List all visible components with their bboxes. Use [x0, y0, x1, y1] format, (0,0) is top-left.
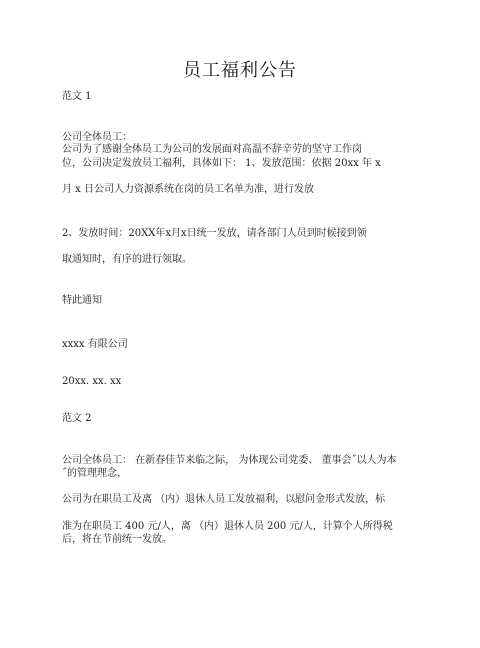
- body-line: 后，将在节前统一发放。: [62, 534, 172, 545]
- body-line: 公司为在职员工及离 （内）退休人员工发放福利，以慰问金形式发放，标: [62, 494, 386, 505]
- body-line: 公司全体员工： 在新春佳节来临之际， 为体现公司党委、 董事会˝以人为本: [62, 455, 397, 466]
- company-name: xxxx 有限公司: [62, 339, 128, 350]
- notice-line: 特此通知: [62, 295, 102, 306]
- date-line: 20xx. xx. xx: [62, 376, 122, 387]
- greeting-line: 公司全体员工：: [62, 132, 132, 143]
- sample-1-heading: 范文 1: [62, 91, 92, 102]
- body-line: 公司为了感谢全体员工为公司的发展面对高温不辞辛劳的坚守工作岗: [62, 144, 362, 155]
- body-line: 取通知时，有序的进行领取。: [62, 254, 192, 265]
- body-line: 月 x 日公司人力资源系统在岗的员工名单为准，进行发放: [62, 184, 314, 195]
- body-line: 2、发放时间：20XX年x月x日统一发放，请各部门人员到时候接到领: [62, 228, 367, 239]
- body-line: ˝的管理理念，: [62, 468, 127, 479]
- page-title: 员工福利公告: [183, 60, 297, 81]
- body-line: 准为在职员工 400 元/人，离 （内）退休人员 200 元/人，计算个人所得税: [62, 521, 393, 532]
- sample-2-heading: 范文 2: [62, 413, 92, 424]
- body-line: 位，公司决定发放员工福利，具体如下： 1、发放范围：依据 20xx 年 x: [62, 158, 381, 169]
